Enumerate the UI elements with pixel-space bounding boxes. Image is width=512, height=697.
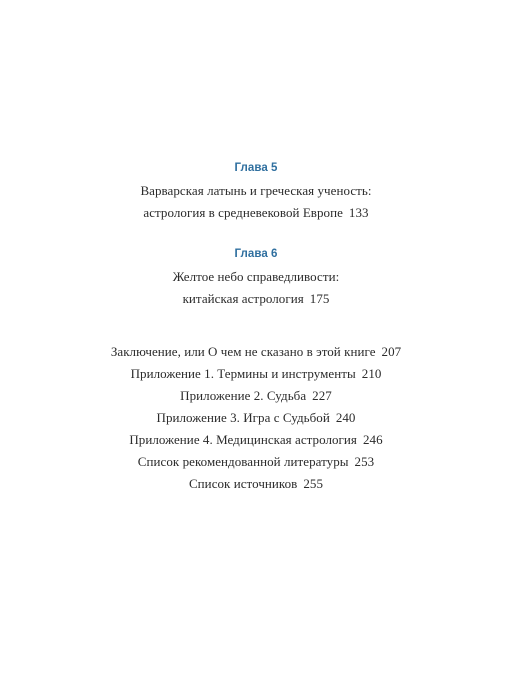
chapter-6-title-line2 <box>0 289 512 309</box>
chapter-5-page-number: 133 <box>348 205 369 220</box>
toc-entry-text: Заключение, или О чем не сказано в этой книге <box>110 344 376 359</box>
toc-entry-text: Приложение 4. Медицинская астрология <box>129 432 357 447</box>
chapter-5-title-line2-text: астрология в средневековой Европе <box>143 205 343 220</box>
toc-entry-appendix-4 <box>0 430 512 450</box>
toc-entry-text: Список источников <box>188 476 298 491</box>
toc-entry-page: 210 <box>361 366 382 381</box>
toc-entry-page: 240 <box>335 410 356 425</box>
toc-entry-sources <box>0 474 512 494</box>
toc-entry-text: Список рекомендованной литературы <box>137 454 349 469</box>
toc-entry-appendix-3 <box>0 408 512 428</box>
chapter-5-title-line1: Варварская латынь и греческая ученость: <box>140 183 372 198</box>
chapter-5-title-line2 <box>0 203 512 223</box>
toc-entry-page: 246 <box>362 432 383 447</box>
toc-entry-text: Приложение 3. Игра с Судьбой <box>156 410 330 425</box>
toc-entry-text: Приложение 1. Термины и инструменты <box>130 366 356 381</box>
chapter-6-label: Глава 6 <box>234 248 278 260</box>
toc-entry-text: Приложение 2. Судьба <box>180 388 307 403</box>
chapter-6-title-line2-text: китайская астрология <box>182 291 304 306</box>
toc-entry-appendix-1 <box>0 364 512 384</box>
chapter-5-label: Глава 5 <box>234 162 278 174</box>
toc-entry-page: 255 <box>303 476 324 491</box>
chapter-6-title-line1: Желтое небо справедливости: <box>172 269 340 284</box>
toc-entry-page: 207 <box>381 344 402 359</box>
chapter-6-page-number: 175 <box>309 291 330 306</box>
toc-entry-page: 253 <box>354 454 375 469</box>
toc-entry-appendix-2 <box>0 386 512 406</box>
toc-entry-page: 227 <box>312 388 332 403</box>
toc-entry-recommended-reading <box>0 452 512 472</box>
toc-entry-conclusion <box>0 342 512 362</box>
